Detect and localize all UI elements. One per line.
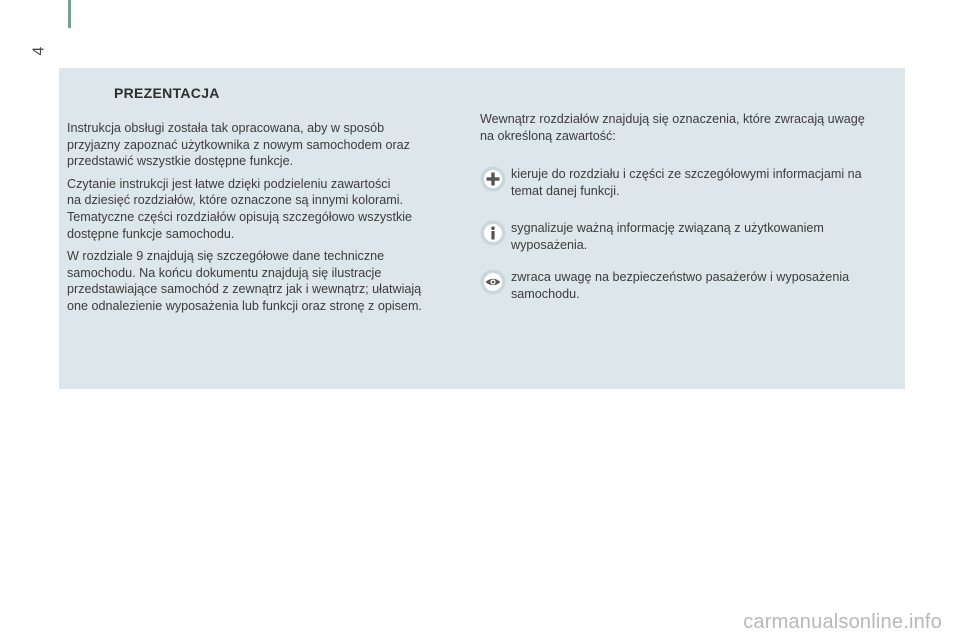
legend-intro: Wewnątrz rozdziałów znajdują się oznaczenia, które zwracają uwagę na określoną zawartość: — [480, 112, 865, 143]
info-icon — [480, 220, 506, 246]
left-column — [67, 120, 465, 321]
legend-text-info: sygnalizuje ważną informację związaną z użytkowaniem wyposażenia. — [511, 221, 824, 252]
page-accent-bar — [68, 0, 71, 28]
paragraph-chapters: Czytanie instrukcji jest łatwe dzięki podzieleniu zawartości na dziesięć rozdziałów, które oznaczone są innymi kolorami. Tematyczne części rozdziałów opisują szczegółowo wszystkie dostępne funkcje samochodu. — [67, 176, 413, 241]
plus-icon — [480, 166, 506, 192]
eye-icon — [480, 269, 506, 295]
watermark: carmanualsonline.info — [743, 611, 942, 633]
section-title: PREZENTACJA — [114, 85, 220, 101]
legend-text-eye: zwraca uwagę na bezpieczeństwo pasażerów i wyposażenia samochodu. — [511, 270, 850, 301]
legend-text-plus: kieruje do rozdziału i części ze szczegółowymi informacjami na temat danej funkcji. — [511, 167, 862, 198]
paragraph-technical-data: W rozdziale 9 znajdują się szczegółowe dane techniczne samochodu. Na końcu dokumentu znajdują się ilustracje przedstawiające samochód z zewnątrz jak i wewnątrz; ułatwiają one odnalezienie wyposażenia lub funkcji oraz stronę z opisem. — [67, 249, 422, 313]
paragraph-intro: Instrukcja obsługi została tak opracowana, aby w sposób przyjazny zapoznać użytkownika z nowym samochodem oraz przedstawić wszystkie dostępne funkcje. — [67, 121, 410, 169]
page-number: 4 — [30, 46, 48, 56]
